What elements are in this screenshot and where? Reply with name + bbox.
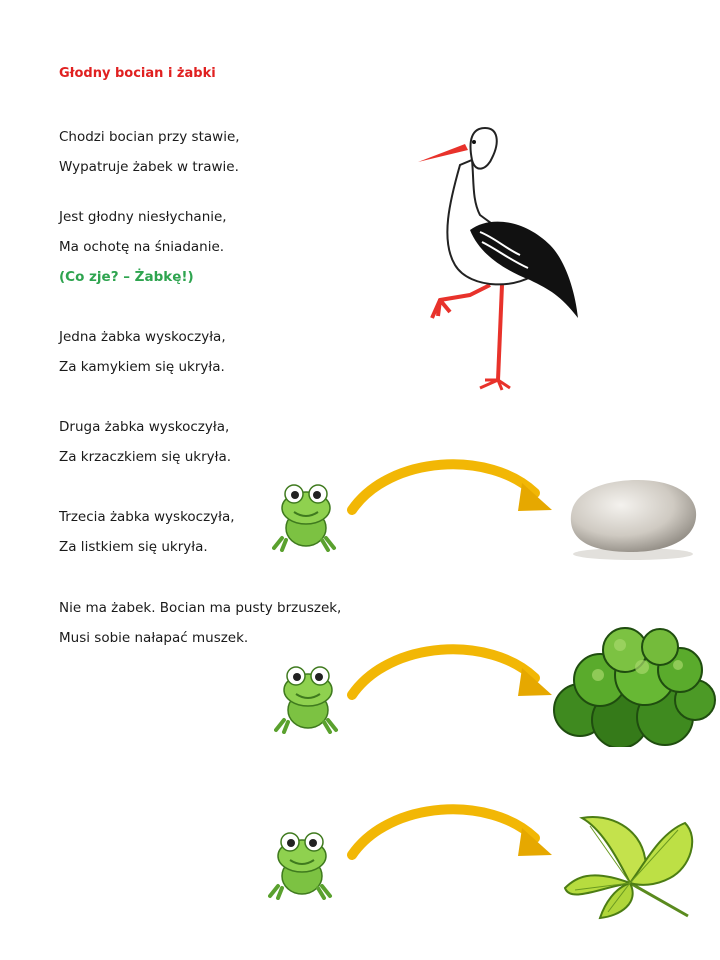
poem-line: Druga żabka wyskoczyła, [59, 419, 230, 435]
poem-line: Trzecia żabka wyskoczyła, [59, 509, 235, 525]
frog-icon [274, 660, 342, 734]
poem-line: Wypatruje żabek w trawie. [59, 159, 239, 175]
poem-line: Ma ochotę na śniadanie. [59, 239, 225, 255]
leaf-illustration [560, 808, 710, 923]
poem-line: Musi sobie nałapać muszek. [59, 630, 249, 646]
poem-title: Głodny bocian i żabki [59, 66, 216, 81]
frog-icon [272, 478, 340, 552]
frog-icon [268, 826, 336, 900]
poem-line: Jedna żabka wyskoczyła, [59, 329, 226, 345]
poem-line: Chodzi bocian przy stawie, [59, 129, 240, 145]
poem-question: (Co zje? – Żabkę!) [59, 269, 194, 285]
poem-line: Za listkiem się ukryła. [59, 539, 208, 555]
poem-line: Za kamykiem się ukryła. [59, 359, 225, 375]
poem-line: Jest głodny niesłychanie, [59, 209, 227, 225]
arrow-icon [340, 455, 560, 525]
poem-line: Za krzaczkiem się ukryła. [59, 449, 232, 465]
arrow-icon [340, 800, 560, 870]
poem-line: Nie ma żabek. Bocian ma pusty brzuszek, [59, 600, 342, 616]
stone-illustration [563, 472, 703, 560]
bush-illustration [550, 625, 718, 747]
arrow-icon [340, 640, 560, 710]
stork-illustration [410, 120, 590, 395]
